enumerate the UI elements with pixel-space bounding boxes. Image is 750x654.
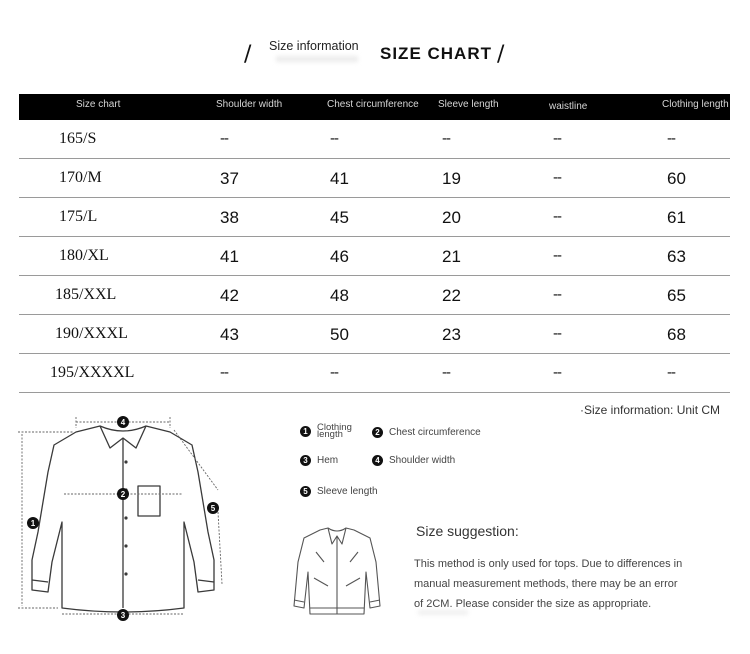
svg-text:3: 3 — [120, 611, 126, 620]
size-label-cell: 180/XL — [59, 247, 109, 264]
size-suggestion-text — [414, 554, 724, 614]
table-cell: -- — [330, 130, 338, 147]
suggestion-line: manual measurement methods, there may be an error — [414, 578, 678, 590]
table-cell: 65 — [667, 286, 686, 305]
marker-1-icon: 1 — [300, 426, 311, 437]
table-cell: -- — [553, 364, 561, 381]
table-row — [19, 198, 730, 237]
jacket-icon — [290, 522, 384, 622]
table-cell: 41 — [330, 169, 349, 188]
svg-text:4: 4 — [120, 418, 126, 427]
legend-label: Shoulder width — [389, 455, 456, 467]
svg-text:1: 1 — [30, 519, 36, 528]
text-reflection — [418, 610, 468, 615]
table-cell: 19 — [442, 169, 461, 188]
table-cell: 63 — [667, 247, 686, 266]
legend-label: Hem — [317, 455, 339, 467]
table-row — [19, 276, 730, 315]
table-cell: -- — [442, 364, 450, 381]
table-cell: -- — [553, 247, 561, 264]
legend-label: Sleeve length — [317, 486, 378, 498]
title-slash-left: / — [244, 42, 252, 67]
marker-5-icon: 5 — [300, 486, 311, 497]
header-clothing-length: Clothing length — [662, 99, 729, 110]
table-cell: 60 — [667, 169, 686, 188]
table-row — [19, 120, 730, 159]
size-label-cell: 165/S — [59, 130, 97, 147]
unit-note: ·Size information: Unit CM — [580, 403, 721, 417]
table-cell: 61 — [667, 208, 686, 227]
header-sleeve-length: Sleeve length — [438, 99, 499, 110]
suggestion-line: of 2CM. Please consider the size as appropriate. — [414, 598, 652, 610]
legend-sleeve-length — [300, 486, 378, 497]
table-cell: 48 — [330, 286, 349, 305]
table-cell: -- — [330, 364, 338, 381]
table-cell: 22 — [442, 286, 461, 305]
table-cell: 43 — [220, 325, 239, 344]
table-cell: 42 — [220, 286, 239, 305]
size-label-cell: 185/XXL — [55, 286, 117, 303]
header-chest-circumference: Chest circumference — [327, 99, 419, 110]
table-cell: -- — [553, 208, 561, 225]
svg-text:2: 2 — [120, 490, 126, 499]
table-cell: -- — [667, 130, 675, 147]
table-cell: 68 — [667, 325, 686, 344]
size-label-cell: 190/XXXL — [55, 325, 128, 342]
legend-label: Clothing length — [317, 422, 352, 440]
table-cell: 37 — [220, 169, 239, 188]
title-reflection — [276, 56, 358, 62]
size-chart-header — [0, 36, 750, 76]
marker-3-icon: 3 — [300, 455, 311, 466]
table-cell: -- — [220, 364, 228, 381]
legend-hem — [300, 455, 338, 466]
table-cell: 23 — [442, 325, 461, 344]
marker-2-icon: 2 — [372, 427, 383, 438]
table-cell: -- — [553, 169, 561, 186]
title-slash-right: / — [497, 42, 505, 67]
table-cell: -- — [220, 130, 228, 147]
table-cell: 45 — [330, 208, 349, 227]
size-label-cell: 175/L — [59, 208, 98, 225]
svg-text:5: 5 — [210, 504, 216, 513]
marker-4-icon: 4 — [372, 455, 383, 466]
size-suggestion-title: Size suggestion: — [416, 523, 519, 539]
size-table — [19, 94, 730, 393]
legend-label: Chest circumference — [389, 427, 481, 439]
header-size-chart: Size chart — [76, 99, 121, 110]
shirt-measurement-diagram — [18, 412, 243, 627]
suggestion-line: This method is only used for tops. Due to differences in — [414, 558, 683, 570]
table-cell: 50 — [330, 325, 349, 344]
table-cell: 46 — [330, 247, 349, 266]
table-row — [19, 237, 730, 276]
header-waistline: waistline — [549, 101, 588, 112]
table-body — [19, 120, 730, 393]
table-cell: 20 — [442, 208, 461, 227]
legend-shoulder-width — [372, 455, 455, 466]
table-cell: -- — [553, 130, 561, 147]
legend-chest-circumference — [372, 427, 481, 438]
table-cell: -- — [667, 364, 675, 381]
table-cell: 21 — [442, 247, 461, 266]
size-label-cell: 170/M — [59, 169, 102, 186]
legend-clothing-length — [300, 424, 357, 438]
table-cell: 41 — [220, 247, 239, 266]
table-row — [19, 315, 730, 354]
header-shoulder-width: Shoulder width — [216, 99, 283, 110]
size-information-label: Size information — [269, 39, 359, 53]
table-header — [19, 94, 730, 120]
table-cell: -- — [553, 325, 561, 342]
table-row — [19, 159, 730, 198]
table-cell: 38 — [220, 208, 239, 227]
page-title: SIZE CHART — [380, 44, 492, 63]
table-cell: -- — [442, 130, 450, 147]
size-label-cell: 195/XXXXL — [50, 364, 135, 381]
table-row — [19, 354, 730, 393]
table-cell: -- — [553, 286, 561, 303]
